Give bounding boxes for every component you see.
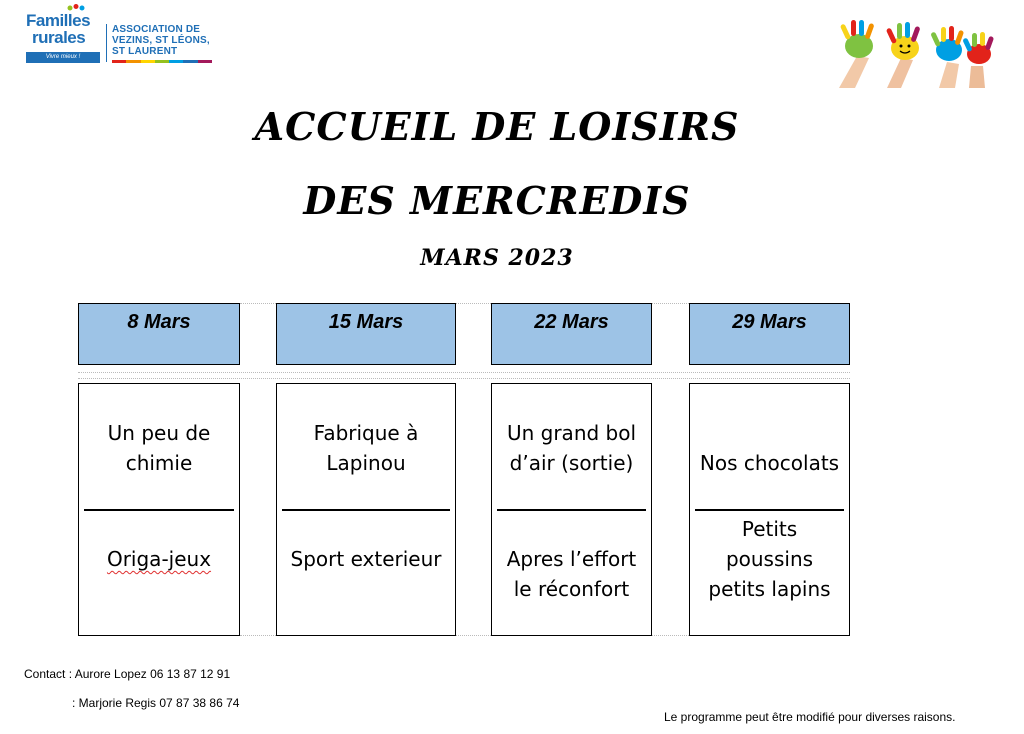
activity-afternoon: Apres l’effort le réconfort bbox=[506, 547, 637, 601]
activity-morning: Un grand bol d’air (sortie) bbox=[506, 421, 637, 475]
table-gridline bbox=[240, 303, 276, 304]
activity-divider bbox=[695, 509, 844, 511]
activity-cell bbox=[689, 383, 850, 636]
logo-color-bar bbox=[112, 60, 212, 63]
activity-divider bbox=[497, 509, 646, 511]
page-title-line2: DES MERCREDIS bbox=[303, 178, 691, 223]
disclaimer-note: Le programme peut être modifié pour diverses raisons. bbox=[664, 710, 956, 724]
contact-line-2: : Marjorie Regis 07 87 38 86 74 bbox=[72, 696, 240, 710]
date-header: 22 Mars bbox=[491, 303, 652, 365]
table-gridline bbox=[240, 635, 276, 636]
logo-brand-line2: rurales bbox=[32, 28, 86, 47]
table-gridline bbox=[78, 378, 850, 379]
activity-afternoon: Sport exterieur bbox=[290, 547, 442, 571]
date-header: 15 Mars bbox=[276, 303, 456, 365]
table-gridline bbox=[78, 372, 850, 373]
activity-afternoon-wrap bbox=[79, 544, 239, 574]
activity-morning: Fabrique à Lapinou bbox=[313, 421, 419, 475]
logo-brand-line1: Familles bbox=[26, 11, 91, 30]
activity-cell bbox=[491, 383, 652, 636]
table-gridline bbox=[652, 635, 689, 636]
page-subtitle-month: MARS 2023 bbox=[420, 245, 574, 271]
table-gridline bbox=[456, 635, 491, 636]
association-name: ASSOCIATION DE VEZINS, ST LÉONS, ST LAURENT bbox=[112, 24, 210, 57]
date-header: 8 Mars bbox=[78, 303, 240, 365]
activity-morning: Nos chocolats bbox=[699, 451, 840, 475]
activity-afternoon: Petits poussins petits lapins bbox=[708, 517, 831, 601]
activity-cell bbox=[276, 383, 456, 636]
table-gridline bbox=[652, 303, 689, 304]
painted-hands-image bbox=[829, 18, 997, 88]
logo-separator bbox=[106, 24, 107, 62]
table-gridline bbox=[456, 303, 491, 304]
page-title-line1: ACCUEIL DE LOISIRS bbox=[254, 104, 740, 149]
logo-brand bbox=[26, 12, 104, 46]
contact-line-1: Contact : Aurore Lopez 06 13 87 12 91 bbox=[24, 667, 231, 681]
activity-divider bbox=[282, 509, 450, 511]
familles-rurales-logo bbox=[24, 4, 224, 66]
activity-divider bbox=[84, 509, 234, 511]
activity-afternoon: Origa-jeux bbox=[106, 547, 212, 571]
activity-cell bbox=[78, 383, 240, 636]
logo-slogan: Vivre mieux ! bbox=[26, 52, 100, 63]
date-header: 29 Mars bbox=[689, 303, 850, 365]
activity-morning: Un peu de chimie bbox=[107, 421, 211, 475]
